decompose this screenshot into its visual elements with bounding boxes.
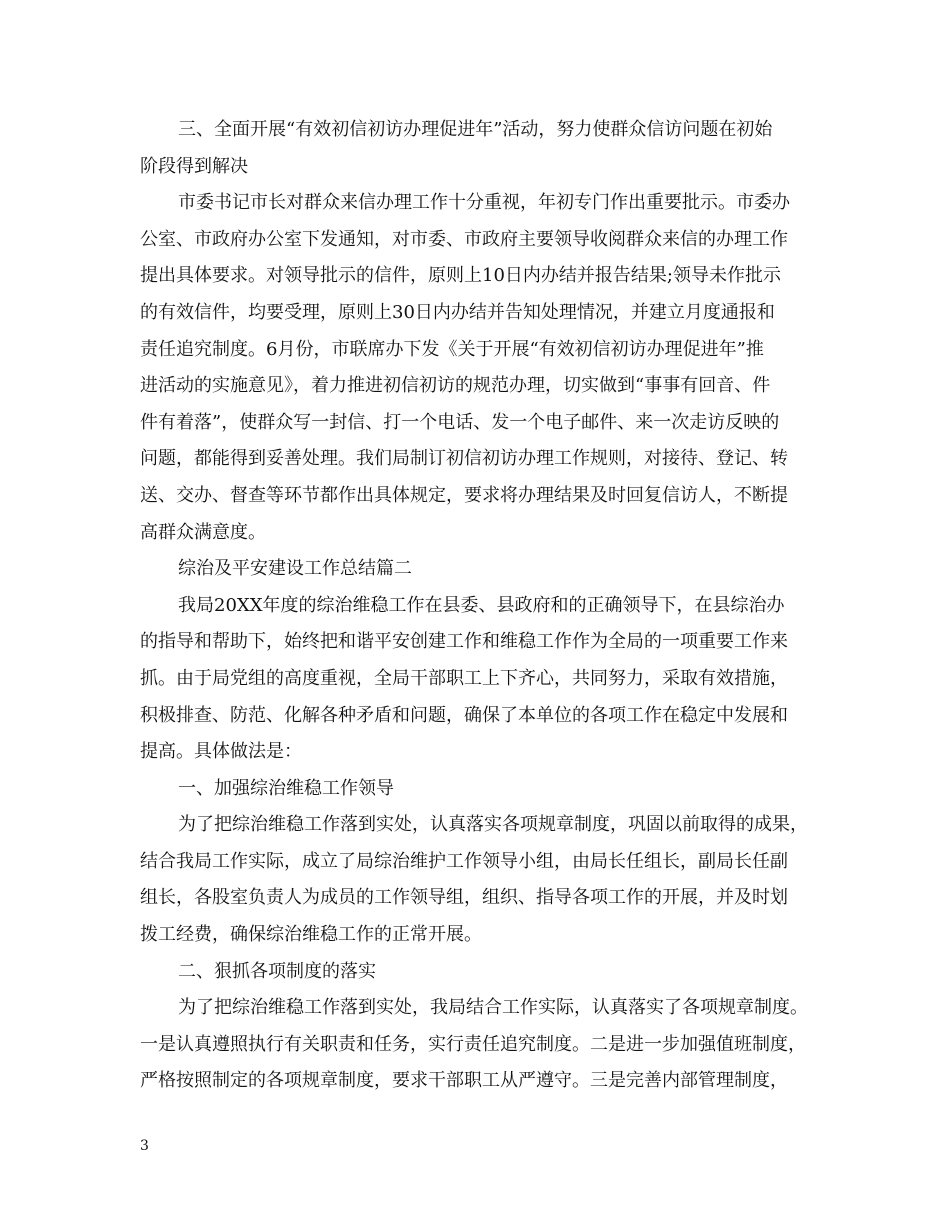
text-line: 三、全面开展“有效初信初访办理促进年”活动，努力使群众信访问题在初始 <box>178 119 773 140</box>
text-line: 抓。由于局党组的高度重视，全局干部职工上下齐心，共同努力，采取有效措施， <box>140 667 788 689</box>
text-line: 的有效信件，均要受理，原则上30日内办结并告知处理情况，并建立月度通报和 <box>140 301 775 323</box>
text-line: 严格按照制定的各项规章制度，要求干部职工从严遵守。三是完善内部管理制度， <box>140 1070 788 1092</box>
text-line: 进活动的实施意见》，着力推进初信初访的规范办理，切实做到“事事有回音、件 <box>140 375 771 397</box>
text-line: 积极排查、防范、化解各种矛盾和问题，确保了本单位的各项工作在稳定中发展和 <box>140 704 788 726</box>
document-body <box>140 112 820 1100</box>
page-number: 3 <box>140 1138 149 1154</box>
text-line: 提高。具体做法是： <box>140 741 302 763</box>
text-line: 二、狠抓各项制度的落实 <box>178 960 376 982</box>
text-line: 组长，各股室负责人为成员的工作领导组，组织、指导各项工作的开展，并及时划 <box>140 887 788 909</box>
text-line: 阶段得到解决 <box>140 155 248 177</box>
text-line: 的指导和帮助下，始终把和谐平安创建工作和维稳工作作为全局的一项重要工作来 <box>140 631 788 653</box>
text-line: 责任追究制度。6月份，市联席办下发《关于开展“有效初信初访办理促进年”推 <box>140 338 764 360</box>
text-line: 综治及平安建设工作总结篇二 <box>178 558 412 580</box>
text-line: 我局20XX年度的综治维稳工作在县委、县政府和的正确领导下，在县综治办 <box>178 594 785 616</box>
text-line: 问题，都能得到妥善处理。我们局制订初信初访办理工作规则，对接待、登记、转 <box>140 448 788 470</box>
text-line: 高群众满意度。 <box>140 521 266 543</box>
text-line: 为了把综治维稳工作落到实处，我局结合工作实际，认真落实了各项规章制度。 <box>178 997 808 1019</box>
text-line: 公室、市政府办公室下发通知，对市委、市政府主要领导收阅群众来信的办理工作 <box>140 228 788 250</box>
text-line: 拨工经费，确保综治维稳工作的正常开展。 <box>140 924 482 946</box>
text-line: 为了把综治维稳工作落到实处，认真落实各项规章制度，巩固以前取得的成果， <box>178 814 808 836</box>
text-line: 提出具体要求。对领导批示的信件，原则上10日内办结并报告结果;领导未作批示 <box>140 265 781 287</box>
text-line: 市委书记市长对群众来信办理工作十分重视，年初专门作出重要批示。市委办 <box>178 192 790 214</box>
text-line: 结合我局工作实际，成立了局综治维护工作领导小组，由局长任组长，副局长任副 <box>140 850 788 872</box>
text-line: 一是认真遵照执行有关职责和任务，实行责任追究制度。二是进一步加强值班制度， <box>140 1033 806 1055</box>
text-line: 送、交办、督查等环节都作出具体规定，要求将办理结果及时回复信访人，不断提 <box>140 484 788 506</box>
text-line: 一、加强综治维稳工作领导 <box>178 777 394 799</box>
text-line: 件有着落”，使群众写一封信、打一个电话、发一个电子邮件、来一次走访反映的 <box>140 411 780 433</box>
